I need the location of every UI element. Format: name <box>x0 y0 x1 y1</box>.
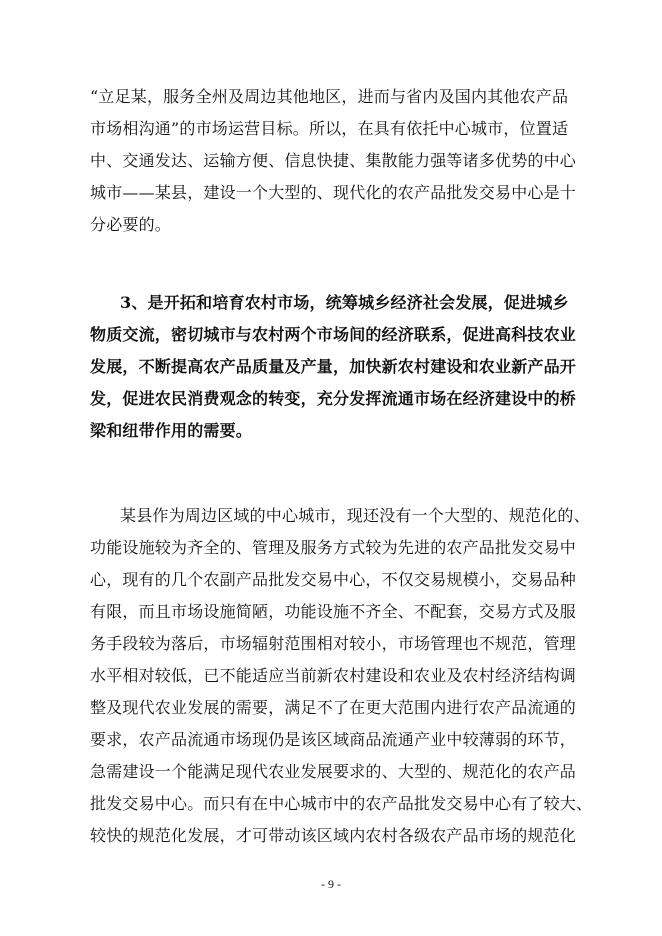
paragraph-line: 要求，农产品流通市场现仍是该区域商品流通产业中较薄弱的环节， <box>90 730 577 749</box>
paragraph-line: 发，促进农民消费观念的转变，充分发挥流通市场在经济建设中的桥 <box>90 389 577 408</box>
paragraph-line: 中、交通发达、运输方便、信息快捷、集散能力强等诸多优势的中心 <box>90 151 577 170</box>
paragraph-line: 较快的规范化发展，才可带动该区域内农村各级农产品市场的规范化 <box>90 826 577 845</box>
paragraph-line: “立足某，服务全州及周边其他地区，进而与省内及国内其他农产品 <box>90 87 569 106</box>
paragraph-line: 某县作为周边区域的中心城市，现还没有一个大型的、规范化的、 <box>120 506 590 525</box>
paragraph-line: 3、是开拓和培育农村市场，统筹城乡经济社会发展，促进城乡 <box>120 293 569 312</box>
paragraph-line: 批发交易中心。而只有在中心城市中的农产品批发交易中心有了较大、 <box>90 794 593 813</box>
paragraph-line: 发展，不断提高农产品质量及产量，加快新农村建设和农业新产品开 <box>90 357 577 376</box>
paragraph-line: 有限，而且市场设施简陋，功能设施不齐全、不配套，交易方式及服 <box>90 602 577 621</box>
paragraph-line: 务手段较为落后，市场辐射范围相对较小，市场管理也不规范，管理 <box>90 634 577 653</box>
paragraph-line: 功能设施较为齐全的、管理及服务方式较为先进的农产品批发交易中 <box>90 538 577 557</box>
paragraph-line: 整及现代农业发展的需要，满足不了在更大范围内进行农产品流通的 <box>90 698 577 717</box>
paragraph-line: 城市——某县，建设一个大型的、现代化的农产品批发交易中心是十 <box>90 183 577 202</box>
paragraph-line: 分必要的。 <box>90 215 172 234</box>
paragraph-line: 急需建设一个能满足现代农业发展要求的、大型的、规范化的农产品 <box>90 762 577 781</box>
paragraph-line: 市场相沟通”的市场运营目标。所以，在具有依托中心城市，位置适 <box>90 119 569 138</box>
paragraph-line: 心，现有的几个农副产品批发交易中心，不仅交易规模小，交易品种 <box>90 570 577 589</box>
page-number: - 9 - <box>321 877 341 891</box>
paragraph-line: 水平相对较低，已不能适应当前新农村建设和农业及农村经济结构调 <box>90 666 577 685</box>
paragraph-line: 物质交流，密切城市与农村两个市场间的经济联系，促进高科技农业 <box>90 325 577 344</box>
paragraph-line: 梁和纽带作用的需要。 <box>90 421 253 440</box>
